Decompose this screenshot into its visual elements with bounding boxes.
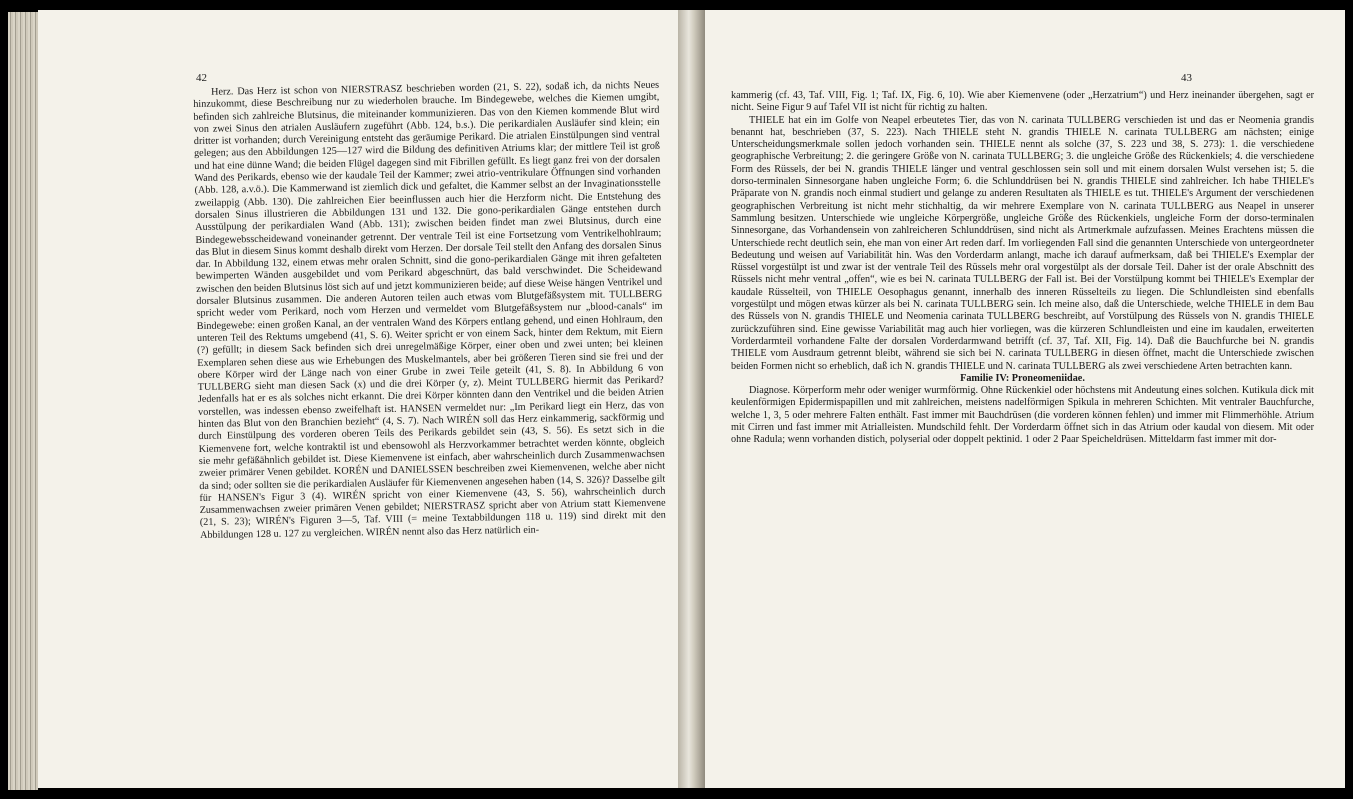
right-paragraph: kammerig (cf. 43, Taf. VIII, Fig. 1; Taf. IX, Fig. 6, 10). Wie aber Kiemenvene (oder „Herzatrium“) und Herz ineinander übergehen, sagt er nicht. Seine Figur 9 auf Tafel VII ist nicht für richtig zu halten. [731,90,1314,114]
right-page-number: 43 [1181,72,1192,84]
left-paragraph: Herz. Das Herz ist schon von NIERSTRASZ beschrieben worden (21, S. 22), sodaß ich, da nichts Neues hinzukommt, diese Beschreibung nur zu wiederholen brauche. Im Bindegewebe, welches die Kiemen umgibt, befinden sich zahlreiche Blutsinus, die miteinander kommunizieren. Das von den Kiemen kommende Blut wird von zwei Sinus den atrialen Ausläufern zugeführt (Abb. 124, b.s.). Die perikardialen Ausläufer sind klein; ein dritter ist vorhanden; durch Vereinigung entsteht das geräumige Perikard. Die atrialen Einstülpungen sind ventral gelegen; aus den Abbildungen 125—127 wird die Bildung des definitiven Atriums klar; der mittlere Teil ist groß und hat eine dünne Wand; die beiden Flügel dagegen sind mit Fibrillen gefüllt. Es liegt ganz frei von der dorsalen Wand des Perikards, ebenso wie der kaudale Teil der Kammer; zwei atrio-ventrikulare Öffnungen sind vorhanden (Abb. 128, a.v.ö.). Die Kammerwand ist ziemlich dick und gefaltet, die Kammer selbst an der Invaginationsstelle zweilappig (Abb. 130). Die zahlreichen Eier beeinflussen auch hier die Herzform nicht. Die Entstehung des dorsalen Sinus illustrieren die Abbildungen 131 und 132. Die gono-perikardialen Gänge entstehen durch Ausstülpung der perikardialen Wand (Abb. 131); zwischen beiden findet man zwei Blutsinus, durch eine Bindegewebsscheidewand voneinander getrennt. Der ventrale Teil ist eine Fortsetzung vom Ventrikelhohlraum; das Blut in diesem Sinus kommt deshalb direkt vom Herzen. Der dorsale Teil stellt den Anfang des dorsalen Sinus dar. In Abbildung 132, einem etwas mehr oralen Schnitt, sind die gono-perikardialen Gänge mit ihren gefalteten bewimperten Wänden ausgebildet und vom Perikard abgeschnürt, das bald verschwindet. Die Scheidewand zwischen den beiden Blutsinus löst sich auf und jetzt kommunizieren beide; auf diese Weise hängen Ventrikel und dorsaler Blutsinus zusammen. Die anderen Autoren teilen auch etwas vom Blutgefäßsystem mit. TULLBERG spricht weder vom Perikard, noch vom Herzen und vermeldet vom Blutgefäßsystem nur „blood-canals“ im Bindegewebe: einen großen Kanal, an der ventralen Wand des Körpers entlang gehend, und einen Hohlraum, den unteren Teil des Rektums umgebend (41, S. 6). Weiter spricht er von einem Sack, hinter dem Rektum, mit Eiern (?) gefüllt; in diesem Sack befinden sich drei unregelmäßige Körper, einer oben und zwei unten; bei kleinen Exemplaren sehen diese aus wie Erhebungen des Muskelmantels, aber bei größeren Tieren sind sie frei und der obere Körper wird der Länge nach von einer Grube in zwei Teile geteilt (41, S. 8). In Abbildung 6 von TULLBERG sieht man diesen Sack (x) und die drei Körper (y, z). Meint TULLBERG hiermit das Perikard? Jedenfalls hat er es als solches nicht erkannt. Die drei Körper könnten dann den Ventrikel und die beiden Atrien vorstellen, was indessen ebenso zweifelhaft ist. HANSEN vermeldet nur: „Im Perikard liegt ein Herz, das von hinten das Blut von den Branchien bezieht“ (4, S. 7). Nach WIRÉN soll das Herz einkammerig, sackförmig und durch Einstülpung des vorderen oberen Teils des Perikards gebildet sein (43, S. 56). Es setzt sich in die Kiemenvene fort, welche kontraktil ist und ebensowohl als Herzvorkammer betrachtet werden könnte, obgleich sie mehr gefäßähnlich gebildet ist. Diese Kiemenvene ist einfach, aber wahrscheinlich durch Zusammenwachsen zweier primärer Venen gebildet. KORÉN und DANIELSSEN beschreiben zwei Kiemenvenen, welche aber nicht da sind; oder sollten sie die perikardialen Ausläufer für Kiemenvenen angesehen haben (14, S. 326)? Dasselbe gilt für HANSEN's Figur 3 (4). WIRÉN spricht von einer Kiemenvene (43, S. 56), wahrscheinlich durch Zusammenwachsen zweier primären Venen gebildet; NIERSTRASZ spricht aber von Atrium statt Kiemenvene (21, S. 23); WIRÉN's Figuren 3—5, Taf. VIII (= meine Textabbildungen 118 u. 119) sind direkt mit den Abbildungen 128 u. 127 zu vergleichen. WIRÉN nennt also das Herz natürlich ein- [193,79,666,541]
right-paragraph: THIELE hat ein im Golfe von Neapel erbeutetes Tier, das von N. carinata TULLBERG verschieden ist und das er Neomenia grandis benannt hat, beschrieben (37, S. 223). Nach THIELE steht N. grandis THIELE N. carinata TULLBERG am nächsten; einige Unterscheidungsmerkmale sollen jedoch vorhanden sein. THIELE nennt als solche (37, S. 223 und 38, S. 273): 1. die verschiedene geographische Verbreitung; 2. die geringere Größe von N. carinata TULLBERG; 3. die ungleiche Größe des Rückenkiels; 4. die verschiedene Form des Rüssels, der bei N. grandis THIELE länger und ventral geschlossen sein soll und mit einem dorsalen Wulst versehen ist; 5. die dorso-terminalen Sinnesorgane haben ungleiche Form; 6. die Schlunddrüsen bei N. grandis THIELE sind zahlreicher. Ich habe THIELE's Präparate von N. grandis noch einmal studiert und gelange zu anderen Resultaten als THIELE es tut. THIELE's Argument der verschiedenen geographischen Verbreitung ist nicht mehr stichhaltig, da wir mehrere Exemplare von N. carinata TULLBERG aus Neapel in unserer Sammlung besitzen. Unterschiede wie ungleiche Körpergröße, ungleiche Größe des Rückenkiels, ungleiche Form der dorso-terminalen Sinnesorgane, das Vorhandensein von zahlreicheren Schlunddrüsen, sind nicht als Artmerkmale aufzufassen. Meines Erachtens müssen die Unterschiede recht deutlich sein, ehe man von einer Art reden darf. Im vorliegenden Fall sind die genannten Unterschiede von untergeordneter Bedeutung und weisen auf Variabilität hin. Was den Vorderdarm anlangt, mache ich darauf aufmerksam, daß bei THIELE's Exemplar der Rüssel vorgestülpt ist und zwar ist der ventrale Teil des Rüssels mehr oral vorgestülpt als der dorsale Teil. Daher ist der orale Abschnitt des Rüssels nicht mehr ventral „offen“, wie es bei N. carinata TULLBERG der Fall ist. Bei der Vorstülpung kommt bei THIELE's Exemplar der kaudale Rüsselteil, von THIELE Oesophagus genannt, innerhalb des inneren Rüsselteils zu liegen. Die Schlundleisten sind ebenfalls vorgestülpt und mögen etwas kürzer als bei N. carinata TULLBERG sein. Ich meine also, daß die Unterschiede, welche THIELE in dem Bau des Rüssels von N. grandis THIELE und Neomenia carinata TULLBERG beschreibt, auf Vorstülpung des Rüssels von N. grandis THIELE zurückzuführen sind. Eine gewisse Variabilität mag auch hier vorliegen, was die kürzeren Schlundleisten und eine im kaudalen, erweiterten Vorderdarmteil vorhandene Falte der dorsalen Vorderdarmwand betrifft (cf. 37, Taf. XII, Fig. 14). Daß die Bauchfurche bei N. grandis THIELE vom Ausdraum getrennt bleibt, während sie sich bei N. carinata TULLBERG in diesen öffnet, macht die Unterschiede zwischen beiden Formen nicht so erheblich, daß ich N. grandis THIELE und N. carinata TULLBERG als zwei verschiedene Arten betrachten kann. [731,114,1314,372]
left-page-number: 42 [196,72,207,84]
book-gutter [678,10,705,788]
diagnosis-paragraph: Diagnose. Körperform mehr oder weniger wurmförmig. Ohne Rückenkiel oder höchstens mit Andeutung eines solchen. Kutikula dick mit keulenförmigen Epidermispapillen und mit zahlreichen, meistens nadelförmigen Spikula in mehreren Schichten. Mit ventraler Bauchfurche, welche 1, 3, 5 oder mehrere Falten enthält. Fast immer mit Bauchdrüsen (die vorderen können fehlen) und immer mit Flimmerhöhle. Atrium mit Cirren und fast immer mit Atrialleisten. Mundschild fehlt. Der Vorderdarm öffnet sich in das Atrium oder kaudal von diesem. Mit oder ohne Radula; wenn vorhanden distich, polyserial oder doppelt pektinid. 1 oder 2 Paar Speicheldrüsen. Mitteldarm fast immer mit dor- [731,385,1314,446]
section-heading: Familie IV: Proneomeniidae. [960,372,1085,384]
right-page-text [731,90,1314,447]
book-page-edges [8,12,38,790]
left-page-text [193,80,666,542]
left-page [38,10,678,788]
right-page [705,10,1345,788]
